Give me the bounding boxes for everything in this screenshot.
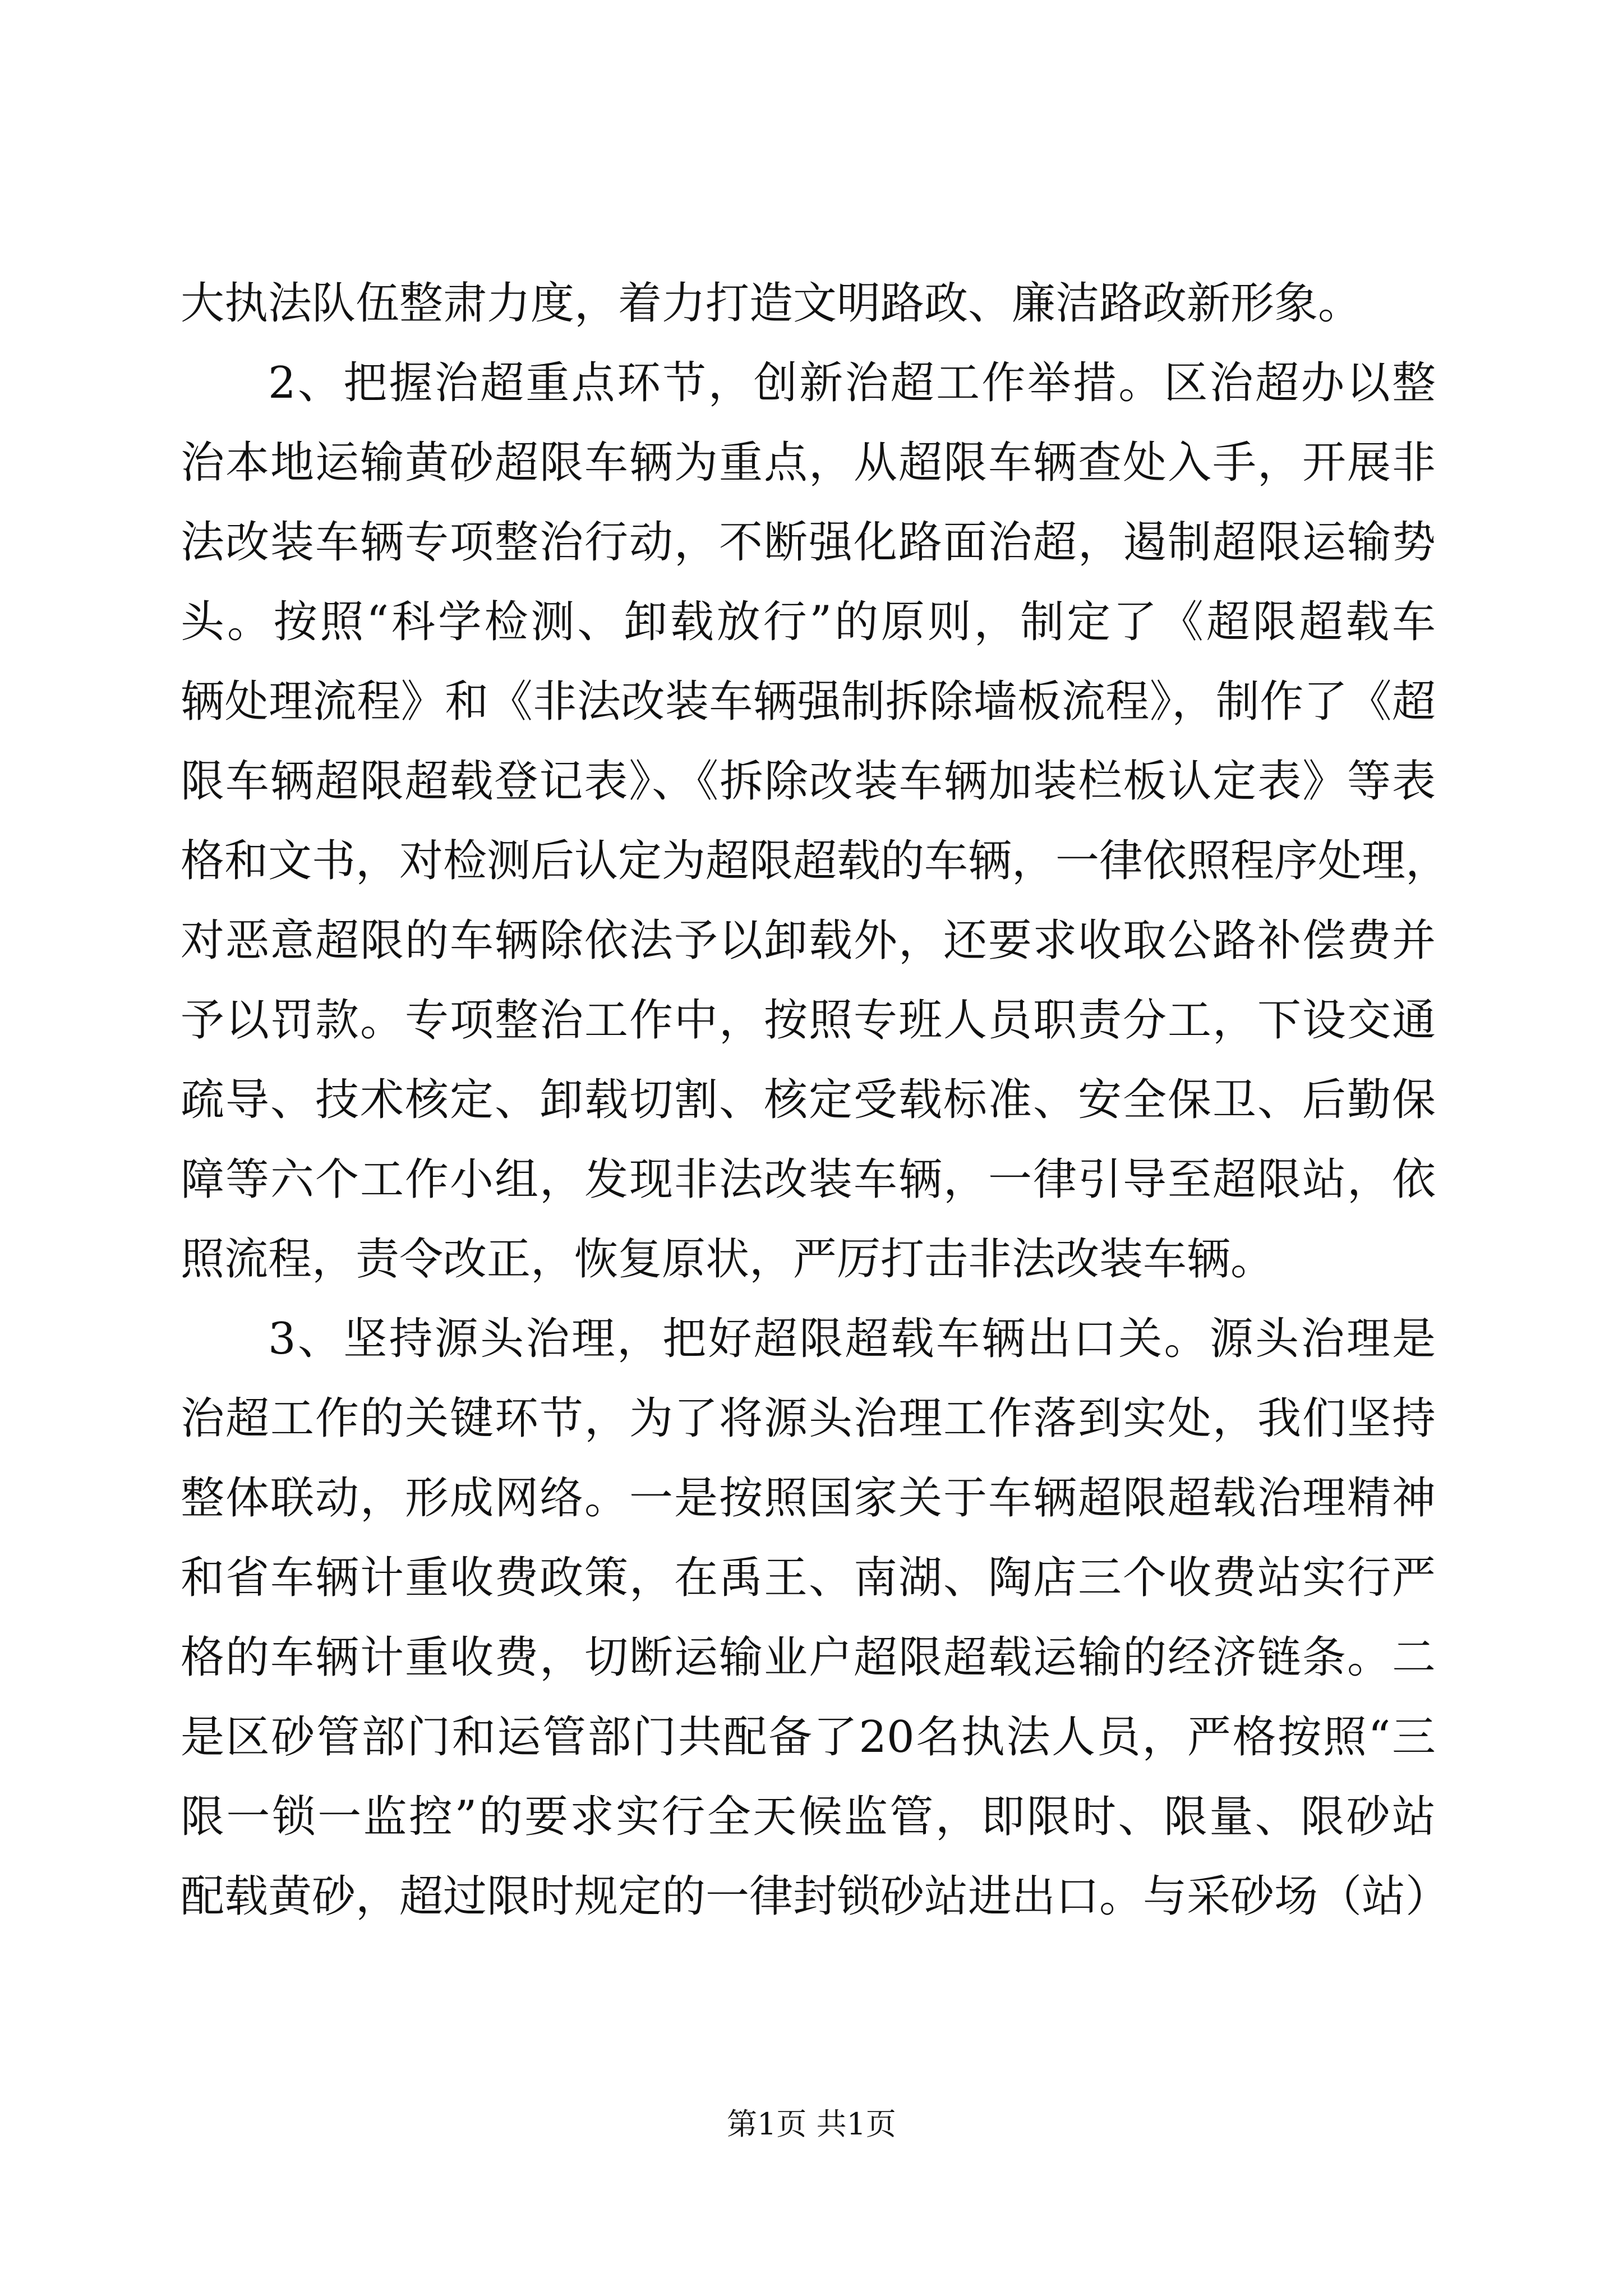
- text-line: 2、把握治超重点环节，创新治超工作举措。区治超办以整: [268, 358, 1436, 408]
- text-line: 法改装车辆专项整治行动，不断强化路面治超，遏制超限运输势: [181, 517, 1436, 568]
- text-line: 是区砂管部门和运管部门共配备了20名执法人员，严格按照“三: [181, 1712, 1436, 1763]
- text-line: 大执法队伍整肃力度，着力打造文明路政、廉洁路政新形象。: [181, 278, 1362, 329]
- text-line: 配载黄砂，超过限时规定的一律封锁砂站进出口。与采砂场（站）: [181, 1871, 1450, 1922]
- text-line: 头。按照“科学检测、卸载放行”的原则，制定了《超限超载车: [181, 597, 1436, 647]
- text-line: 和省车辆计重收费政策，在禹王、南湖、陶店三个收费站实行严: [181, 1553, 1436, 1603]
- text-line: 整体联动，形成网络。一是按照国家关于车辆超限超载治理精神: [181, 1473, 1436, 1524]
- text-line: 照流程，责令改正，恢复原状，严厉打击非法改装车辆。: [181, 1234, 1275, 1285]
- text-line: 格和文书，对检测后认定为超限超载的车辆，一律依照程序处理，: [181, 836, 1450, 886]
- text-line: 障等六个工作小组，发现非法改装车辆，一律引导至超限站，依: [181, 1154, 1436, 1205]
- page-footer: 第1页 共1页: [727, 2106, 896, 2142]
- document-body: [181, 264, 1450, 1936]
- text-line: 辆处理流程》和《非法改装车辆强制拆除墙板流程》，制作了《超: [181, 677, 1436, 727]
- text-line: 予以罚款。专项整治工作中，按照专班人员职责分工，下设交通: [181, 995, 1436, 1046]
- text-line: 治超工作的关键环节，为了将源头治理工作落到实处，我们坚持: [181, 1393, 1436, 1444]
- text-line: 对恶意超限的车辆除依法予以卸载外，还要求收取公路补偿费并: [181, 915, 1436, 966]
- text-line: 治本地运输黄砂超限车辆为重点，从超限车辆查处入手，开展非: [181, 438, 1436, 488]
- text-line: 限车辆超限超载登记表》、《拆除改装车辆加装栏板认定表》等表: [181, 756, 1436, 807]
- text-line: 疏导、技术核定、卸载切割、核定受载标准、安全保卫、后勤保: [181, 1075, 1436, 1125]
- text-line: 限一锁一监控”的要求实行全天候监管，即限时、限量、限砂站: [181, 1792, 1436, 1842]
- text-line: 3、坚持源头治理，把好超限超载车辆出口关。源头治理是: [268, 1314, 1436, 1364]
- text-line: 格的车辆计重收费，切断运输业户超限超载运输的经济链条。二: [181, 1632, 1436, 1683]
